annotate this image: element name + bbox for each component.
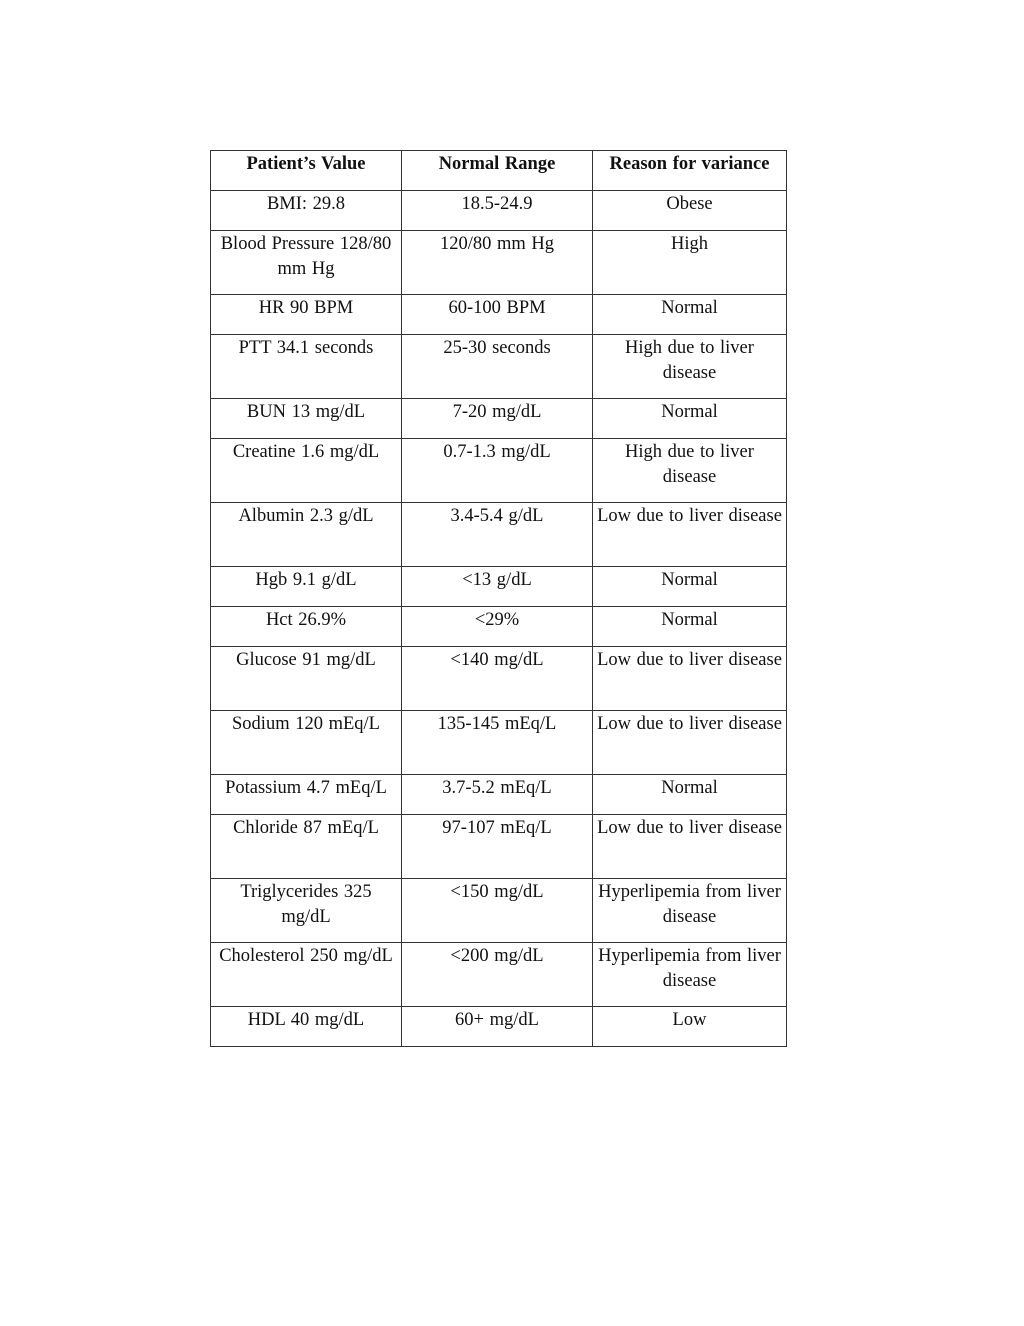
patient-value-cell: Hgb 9.1 g/dL [211, 567, 402, 607]
table-row [211, 567, 787, 607]
table-row [211, 439, 787, 503]
lab-values-table [210, 150, 787, 1047]
reason-cell: Low due to liver disease [593, 503, 787, 567]
normal-range-cell: 25-30 seconds [402, 335, 593, 399]
table-row [211, 191, 787, 231]
reason-cell: Low due to liver disease [593, 711, 787, 775]
reason-cell: Normal [593, 775, 787, 815]
patient-value-cell: Albumin 2.3 g/dL [211, 503, 402, 567]
reason-cell: Hyperlipemia from liver disease [593, 943, 787, 1007]
table-row [211, 879, 787, 943]
table-row [211, 943, 787, 1007]
header-reason-for-variance: Reason for variance [593, 151, 787, 191]
header-patients-value: Patient’s Value [211, 151, 402, 191]
reason-cell: Normal [593, 295, 787, 335]
normal-range-cell: 0.7-1.3 mg/dL [402, 439, 593, 503]
patient-value-cell: HR 90 BPM [211, 295, 402, 335]
table-row [211, 295, 787, 335]
reason-cell: High due to liver disease [593, 335, 787, 399]
normal-range-cell: 120/80 mm Hg [402, 231, 593, 295]
reason-cell: Normal [593, 567, 787, 607]
table-body [211, 191, 787, 1047]
patient-value-cell: Creatine 1.6 mg/dL [211, 439, 402, 503]
table-row [211, 335, 787, 399]
normal-range-cell: <29% [402, 607, 593, 647]
table-row [211, 815, 787, 879]
header-normal-range: Normal Range [402, 151, 593, 191]
patient-value-cell: Glucose 91 mg/dL [211, 647, 402, 711]
normal-range-cell: 135-145 mEq/L [402, 711, 593, 775]
table-row [211, 647, 787, 711]
table-row [211, 503, 787, 567]
reason-cell: Obese [593, 191, 787, 231]
patient-value-cell: Cholesterol 250 mg/dL [211, 943, 402, 1007]
normal-range-cell: <13 g/dL [402, 567, 593, 607]
table-row [211, 775, 787, 815]
normal-range-cell: 3.4-5.4 g/dL [402, 503, 593, 567]
reason-cell: Low due to liver disease [593, 815, 787, 879]
normal-range-cell: <150 mg/dL [402, 879, 593, 943]
reason-cell: Hyperlipemia from liver disease [593, 879, 787, 943]
header-row [211, 151, 787, 191]
table-row [211, 399, 787, 439]
reason-cell: Low due to liver disease [593, 647, 787, 711]
patient-value-cell: HDL 40 mg/dL [211, 1007, 402, 1047]
table-row [211, 607, 787, 647]
normal-range-cell: 3.7-5.2 mEq/L [402, 775, 593, 815]
normal-range-cell: 7-20 mg/dL [402, 399, 593, 439]
reason-cell: Normal [593, 607, 787, 647]
normal-range-cell: <140 mg/dL [402, 647, 593, 711]
normal-range-cell: 97-107 mEq/L [402, 815, 593, 879]
table-row [211, 231, 787, 295]
patient-value-cell: Chloride 87 mEq/L [211, 815, 402, 879]
patient-value-cell: Potassium 4.7 mEq/L [211, 775, 402, 815]
patient-value-cell: PTT 34.1 seconds [211, 335, 402, 399]
normal-range-cell: 60-100 BPM [402, 295, 593, 335]
reason-cell: Low [593, 1007, 787, 1047]
reason-cell: Normal [593, 399, 787, 439]
normal-range-cell: 18.5-24.9 [402, 191, 593, 231]
table-row [211, 711, 787, 775]
patient-value-cell: Hct 26.9% [211, 607, 402, 647]
reason-cell: High due to liver disease [593, 439, 787, 503]
patient-value-cell: Triglycerides 325 mg/dL [211, 879, 402, 943]
patient-value-cell: Blood Pressure 128/80 mm Hg [211, 231, 402, 295]
reason-cell: High [593, 231, 787, 295]
table-header [211, 151, 787, 191]
patient-value-cell: Sodium 120 mEq/L [211, 711, 402, 775]
patient-value-cell: BMI: 29.8 [211, 191, 402, 231]
normal-range-cell: 60+ mg/dL [402, 1007, 593, 1047]
table-row [211, 1007, 787, 1047]
patient-value-cell: BUN 13 mg/dL [211, 399, 402, 439]
normal-range-cell: <200 mg/dL [402, 943, 593, 1007]
